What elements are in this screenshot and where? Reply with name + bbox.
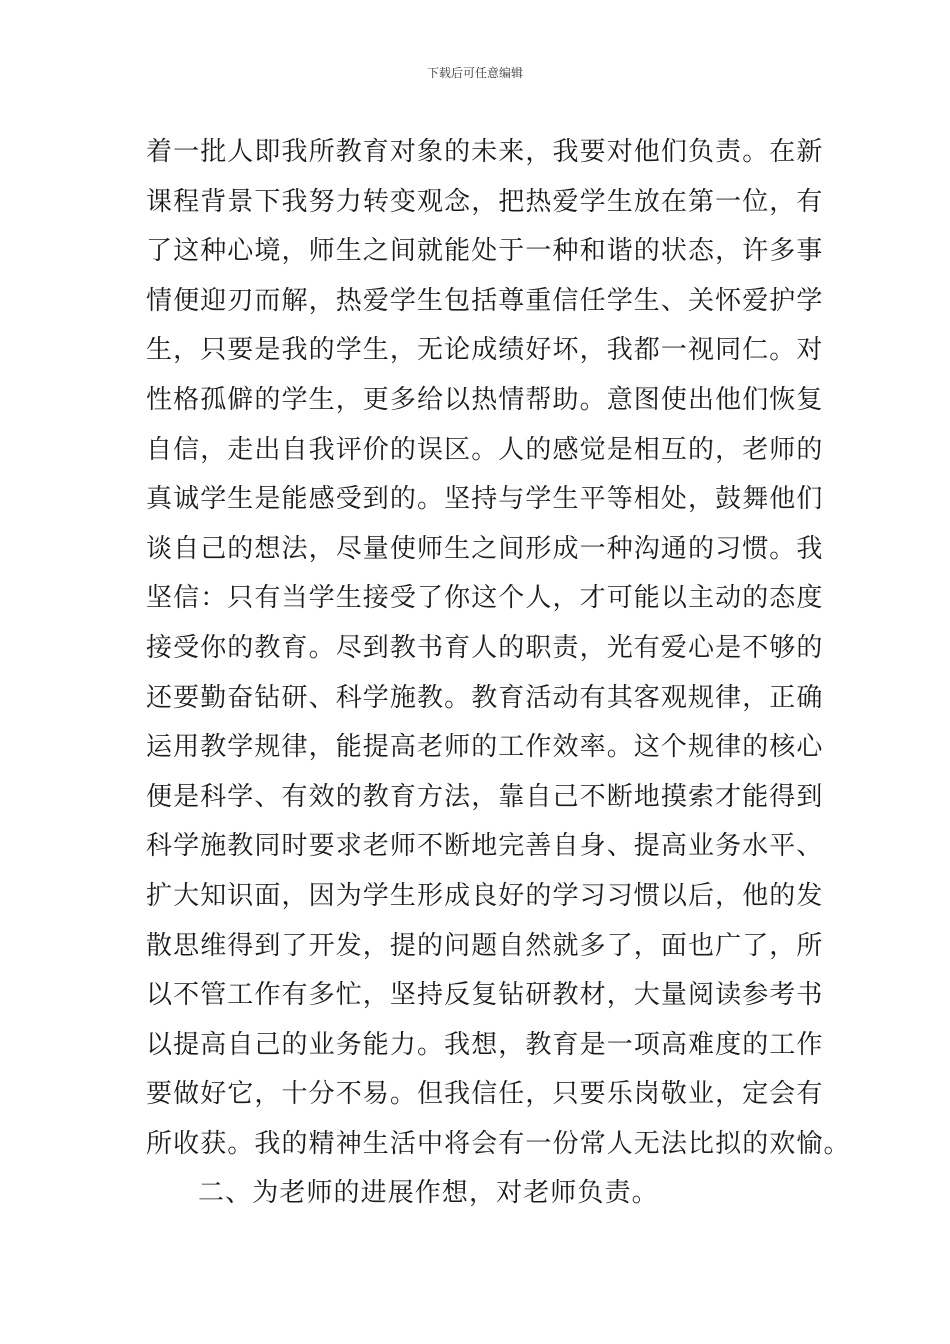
paragraph-line: 扩大知识面，因为学生形成良好的学习习惯以后，他的发 [146,880,824,911]
paragraph-line: 性格孤僻的学生，更多给以热情帮助。意图使出他们恢复 [146,384,824,415]
paragraph-line: 着一批人即我所教育对象的未来，我要对他们负责。在新 [146,137,824,167]
paragraph-line: 自信，走出自我评价的误区。人的感觉是相互的，老师的 [146,434,824,465]
document-body [146,128,851,1219]
paragraph-line: 运用教学规律，能提高老师的工作效率。这个规律的核心 [146,732,824,763]
paragraph-line: 坚信：只有当学生接受了你这个人，才可能以主动的态度 [146,583,824,614]
paragraph-line: 生，只要是我的学生，无论成绩好坏，我都一视同仁。对 [146,335,824,366]
paragraph-line: 了这种心境，师生之间就能处于一种和谐的状态，许多事 [146,236,824,267]
paragraph-line: 以提高自己的业务能力。我想，教育是一项高难度的工作 [146,1029,824,1060]
paragraph-line: 接受你的教育。尽到教书育人的职责，光有爱心是不够的 [146,632,824,663]
paragraph-line: 课程背景下我努力转变观念，把热爱学生放在第一位，有 [146,186,824,217]
paragraph-line: 谈自己的想法，尽量使师生之间形成一种沟通的习惯。我 [146,533,824,564]
paragraph-line: 真诚学生是能感受到的。坚持与学生平等相处，鼓舞他们 [146,484,824,515]
paragraph-line: 所收获。我的精神生活中将会有一份常人无法比拟的欢愉。 [146,1128,851,1159]
paragraph-line: 还要勤奋钻研、科学施教。教育活动有其客观规律，正确 [146,682,824,713]
paragraph-line: 情便迎刃而解，热爱学生包括尊重信任学生、关怀爱护学 [146,285,824,316]
paragraph-line: 以不管工作有多忙，坚持反复钻研教材，大量阅读参考书 [146,980,824,1011]
section-heading: 二、为老师的进展作想，对老师负责。 [198,1178,659,1209]
paragraph-line: 便是科学、有效的教育方法，靠自己不断地摸索才能得到 [146,781,824,812]
paragraph-line: 散思维得到了开发，提的问题自然就多了，面也广了，所 [146,930,824,961]
page-header: 下载后可任意编辑 [426,66,523,80]
paragraph-line: 科学施教同时要求老师不断地完善自身、提高业务水平、 [146,831,824,862]
paragraph-line: 要做好它，十分不易。但我信任，只要乐岗敬业，定会有 [146,1079,824,1110]
